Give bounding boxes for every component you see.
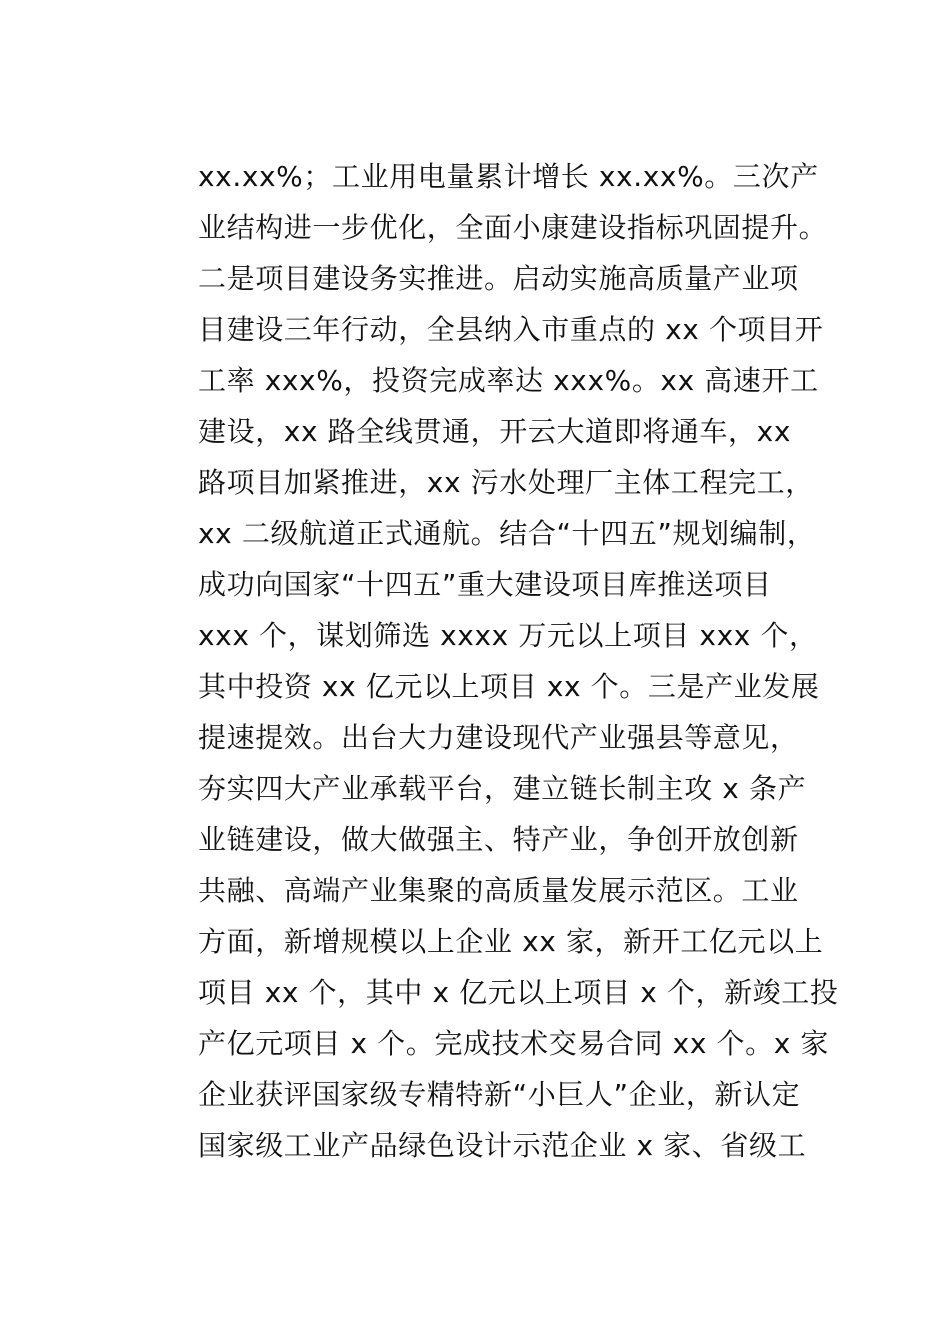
text-line: 建设，xx 路全线贯通，开云大道即将通车，xx bbox=[198, 415, 791, 448]
text-line: 企业获评国家级专精特新“小巨人”企业，新认定 bbox=[198, 1078, 801, 1111]
text-line: 项目 xx 个，其中 x 亿元以上项目 x 个，新竣工投 bbox=[198, 976, 839, 1009]
body-text bbox=[198, 151, 858, 1171]
text-line: 其中投资 xx 亿元以上项目 xx 个。三是产业发展 bbox=[198, 670, 820, 703]
text-line: 提速提效。出台大力建设现代产业强县等意见， bbox=[198, 721, 799, 754]
text-line: 夯实四大产业承载平台，建立链长制主攻 x 条产 bbox=[198, 772, 807, 805]
text-line: 工率 xxx%，投资完成率达 xxx%。xx 高速开工 bbox=[198, 364, 819, 397]
text-line: 二是项目建设务实推进。启动实施高质量产业项 bbox=[198, 262, 799, 295]
text-line: xx 二级航道正式通航。结合“十四五”规划编制， bbox=[198, 517, 816, 550]
text-line: 共融、高端产业集聚的高质量发展示范区。工业 bbox=[198, 874, 799, 907]
text-line: 业链建设，做大做强主、特产业，争创开放创新 bbox=[198, 823, 799, 856]
text-line: 产亿元项目 x 个。完成技术交易合同 xx 个。x 家 bbox=[198, 1027, 829, 1060]
text-line: xxx 个，谋划筛选 xxxx 万元以上项目 xxx 个， bbox=[198, 619, 818, 652]
text-line: 成功向国家“十四五”重大建设项目库推送项目 bbox=[198, 568, 772, 601]
text-line: 路项目加紧推进，xx 污水处理厂主体工程完工， bbox=[198, 466, 814, 499]
text-line: 目建设三年行动，全县纳入市重点的 xx 个项目开 bbox=[198, 313, 824, 346]
text-line: 业结构进一步优化，全面小康建设指标巩固提升。 bbox=[198, 211, 828, 244]
text-line: 国家级工业产品绿色设计示范企业 x 家、省级工 bbox=[198, 1129, 807, 1162]
text-line: xx.xx%；工业用电量累计增长 xx.xx%。三次产 bbox=[198, 160, 819, 193]
text-line: 方面，新增规模以上企业 xx 家，新开工亿元以上 bbox=[198, 925, 824, 958]
